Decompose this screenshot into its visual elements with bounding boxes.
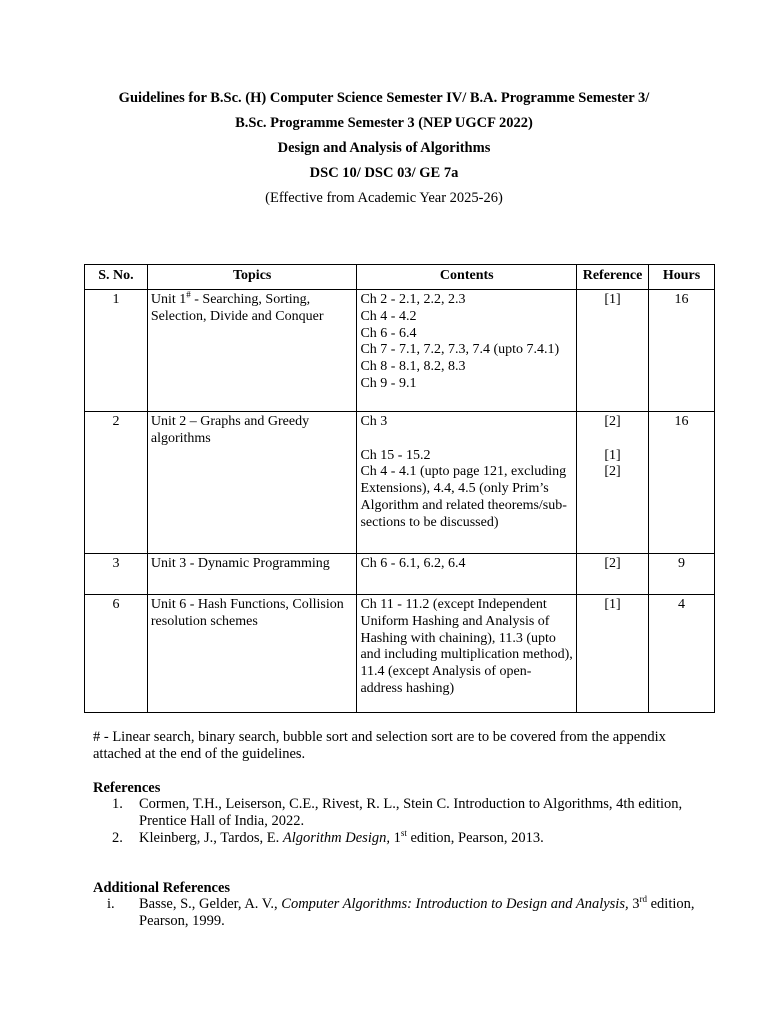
row-topic: Unit 1# - Searching, Sorting, Selection, Divide and Conquer: [147, 290, 357, 412]
table-header-row: [85, 265, 715, 290]
row-hours: 4: [649, 595, 715, 713]
row-reference: [2]: [577, 554, 649, 595]
course-codes: DSC 10/ DSC 03/ GE 7a: [309, 165, 459, 181]
row-sno: 3: [85, 554, 148, 595]
row-reference: [2] [1] [2]: [577, 412, 649, 554]
list-item: 1. Cormen, T.H., Leiserson, C.E., Rivest, R. L., Stein C. Introduction to Algorithms, 4th edition, Prentice Hall of India, 2022.: [112, 796, 683, 829]
references-list: [112, 796, 692, 847]
document-header: [0, 86, 768, 211]
list-item: i. Basse, S., Gelder, A. V., Computer Algorithms: Introduction to Design and Analysis, 3rd edition, Pearson, 1999.: [107, 894, 695, 929]
table-row: [85, 290, 715, 412]
references-heading: References: [93, 780, 161, 796]
row-hours: 16: [649, 290, 715, 412]
table-row: [85, 412, 715, 554]
row-contents: Ch 11 - 11.2 (except Independent Uniform Hashing and Analysis of Hashing with chaining), 11.3 (upto and including multiplication method), 11.4 (except Analysis of open-address hashing): [357, 595, 577, 713]
row-sno: 1: [85, 290, 148, 412]
col-header-contents: Contents: [357, 265, 577, 290]
row-reference: [1]: [577, 290, 649, 412]
row-reference: [1]: [577, 595, 649, 713]
col-header-hours: Hours: [649, 265, 715, 290]
row-contents: Ch 3 Ch 15 - 15.2 Ch 4 - 4.1 (upto page 121, excluding Extensions), 4.4, 4.5 (only Prim’s Algorithm and related theorems/sub-sections to be discussed): [357, 412, 577, 554]
row-hours: 16: [649, 412, 715, 554]
table-row: [85, 595, 715, 713]
additional-references-list: [107, 896, 697, 930]
col-header-topics: Topics: [147, 265, 357, 290]
footnote-linear-search: # - Linear search, binary search, bubble sort and selection sort are to be covered from the appendix attached at the end of the guidelines.: [93, 729, 666, 762]
header-line-1: Guidelines for B.Sc. (H) Computer Science Semester IV/ B.A. Programme Semester 3/: [118, 90, 650, 106]
header-line-2: B.Sc. Programme Semester 3 (NEP UGCF 2022): [235, 115, 533, 131]
row-sno: 2: [85, 412, 148, 554]
row-topic: Unit 6 - Hash Functions, Collision resolution schemes: [147, 595, 357, 713]
effective-year: (Effective from Academic Year 2025-26): [265, 190, 503, 206]
row-contents: Ch 6 - 6.1, 6.2, 6.4: [357, 554, 577, 595]
table-row: [85, 554, 715, 595]
row-topic: Unit 2 – Graphs and Greedy algorithms: [147, 412, 357, 554]
row-sno: 6: [85, 595, 148, 713]
additional-references-heading: Additional References: [93, 880, 231, 896]
syllabus-table: [84, 264, 715, 713]
row-contents: Ch 2 - 2.1, 2.2, 2.3 Ch 4 - 4.2 Ch 6 - 6.4 Ch 7 - 7.1, 7.2, 7.3, 7.4 (upto 7.4.1) Ch 8 - 8.1, 8.2, 8.3 Ch 9 - 9.1: [357, 290, 577, 412]
row-topic: Unit 3 - Dynamic Programming: [147, 554, 357, 595]
course-title: Design and Analysis of Algorithms: [277, 140, 491, 156]
list-item: 2. Kleinberg, J., Tardos, E. Algorithm Design, 1st edition, Pearson, 2013.: [112, 828, 544, 846]
col-header-sno: S. No.: [85, 265, 148, 290]
row-hours: 9: [649, 554, 715, 595]
col-header-reference: Reference: [577, 265, 649, 290]
